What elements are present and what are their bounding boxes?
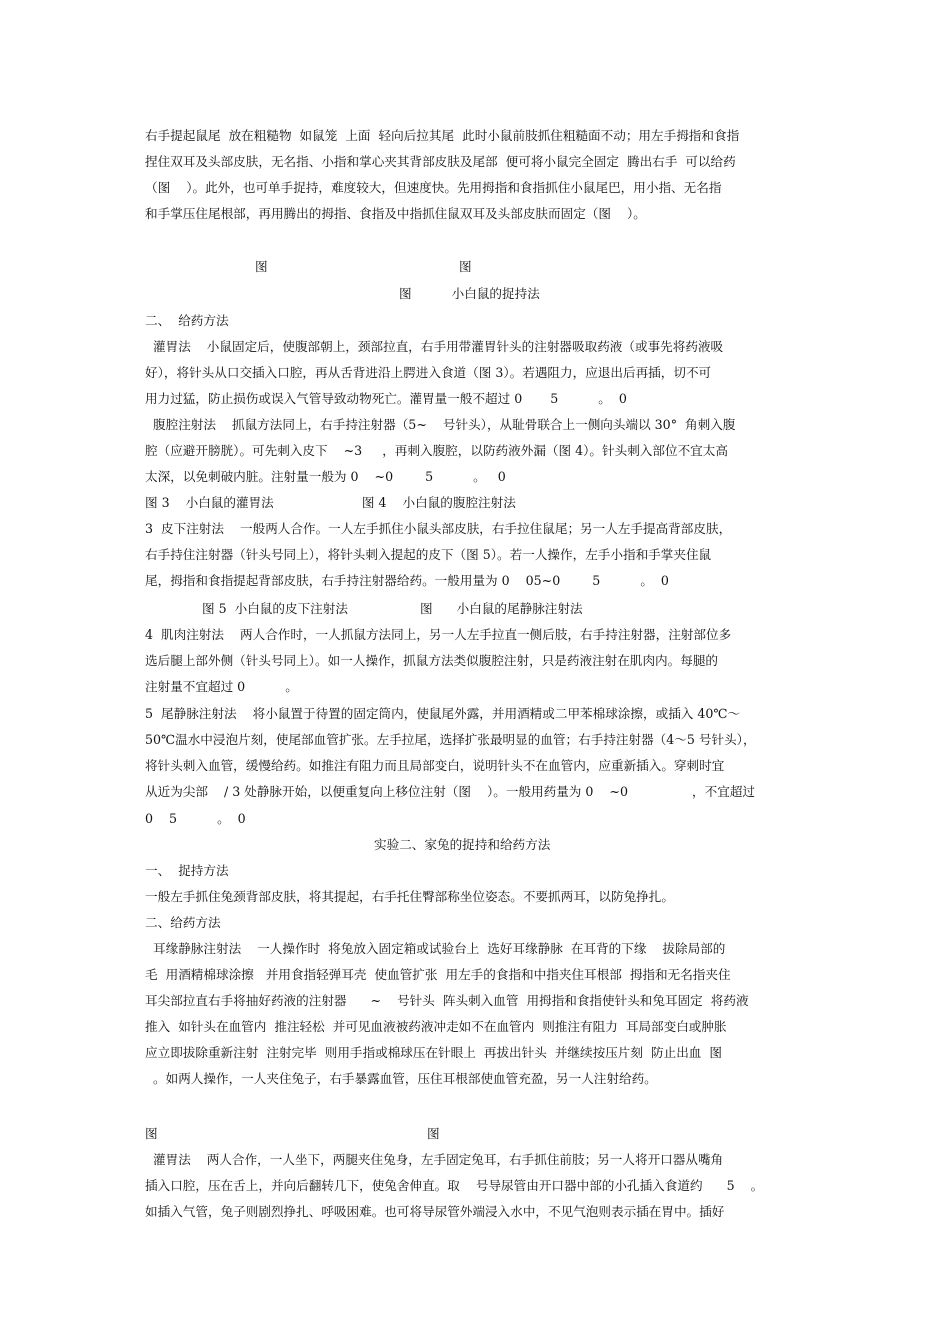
text-line: 灌胃法 两人合作，一人坐下，两腿夹住兔身，左手固定兔耳，右手抓住前肢；另一人将开口器从嘴角	[145, 1152, 724, 1167]
text-line: 50℃温水中浸泡片刻，使尾部血管扩张。左手拉尾，选择扩张最明显的血管；右手持注射器（4～5 号针头），	[145, 732, 756, 747]
text-line: 5 尾静脉注射法 将小鼠置于待置的固定筒内，使鼠尾外露，并用酒精或二甲苯棉球涂擦，或插入 40℃～	[145, 706, 741, 721]
text-line: 将针头刺入血管，缓慢给药。如推注有阻力而且局部变白，说明针头不在血管内，应重新插入。穿刺时宜	[145, 758, 725, 773]
text-line: 。如两人操作，一人夹住兔子，右手暴露血管，压住耳根部使血管充盈，另一人注射给药。	[145, 1071, 657, 1086]
figure-caption: 图	[255, 259, 268, 274]
text-line: 腹腔注射法 抓鼠方法同上，右手持注射器（5~ 号针头），从耻骨联合上一侧向头端以 30° 角刺入腹	[145, 417, 736, 432]
text-line: 3 皮下注射法 一般两人合作。一人左手抓住小鼠头部皮肤，右手拉住鼠尾；另一人左手提高背部皮肤，	[145, 521, 732, 536]
section-heading: 二、给药方法	[145, 915, 221, 930]
text-line: 耳尖部拉直右手将抽好药液的注射器 ~ 号针头 阵头刺入血管 用拇指和食指使针头和兔耳固定 将药液	[145, 993, 749, 1008]
figure-caption: 图 5 小白鼠的皮下注射法 图 小白鼠的尾静脉注射法	[202, 601, 583, 616]
figure-caption: 图 3 小白鼠的灌胃法 图 4 小白鼠的腹腔注射法	[145, 495, 516, 510]
text-line: 一般左手抓住兔颈背部皮肤，将其提起，右手托住臀部称坐位姿态。不要抓两耳，以防兔挣扎。	[145, 889, 674, 904]
text-line: 右手提起鼠尾 放在粗糙物 如鼠笼 上面 轻向后拉其尾 此时小鼠前肢抓住粗糙面不动；用左手拇指和食指	[145, 128, 740, 143]
text-line: 推入 如针头在血管内 推注轻松 并可见血液被药液冲走如不在血管内 则推注有阻力 耳局部变白或肿胀	[145, 1019, 727, 1034]
text-line: 好），将针头从口交插入口腔，再从舌背进沿上腭进入食道（图 3）。若遇阻力，应退出后再插，切不可	[145, 365, 712, 380]
text-line: 选后腿上部外侧（针头号同上）。如一人操作，抓鼠方法类似腹腔注射，只是药液注射在肌肉内。每腿的	[145, 653, 719, 668]
figure-caption: 图 小白鼠的捉持法	[399, 286, 540, 301]
text-line: 0 5 。 0	[145, 811, 246, 826]
text-line: 用力过猛，防止损伤或误入气管导致动物死亡。灌胃量一般不超过 0 5 。 0	[145, 391, 627, 406]
text-line: 右手持住注射器（针头号同上），将针头刺入提起的皮下（图 5）。若一人操作，左手小指和手掌夹住鼠	[145, 547, 712, 562]
text-line: 注射量不宜超过 0 。	[145, 679, 298, 694]
text-line: 太深，以免刺破内脏。注射量一般为 0 ~0 5 。 0	[145, 469, 506, 484]
section-heading: 二、 给药方法	[145, 313, 229, 328]
text-line: 插入口腔，压在舌上，并向后翻转几下，使兔舍伸直。取 号导尿管由开口器中部的小孔插入食道约 5 。	[145, 1178, 764, 1193]
text-line: 和手掌压住尾根部，再用腾出的拇指、食指及中指抓住鼠双耳及头部皮肤而固定（图 ）。	[145, 206, 646, 221]
figure-caption: 图	[459, 259, 472, 274]
text-line: 毛 用酒精棉球涂擦 并用食指轻弹耳壳 使血管扩张 用左手的食指和中指夹住耳根部 拇指和无名指夹住	[145, 967, 731, 982]
text-line: 从近为尖部 / 3 处静脉开始，以便重复向上移位注射（图 ）。一般用药量为 0 ~0 ，不宜超过	[145, 784, 756, 799]
text-line: 应立即拔除重新注射 注射完毕 则用手指或棉球压在针眼上 再拔出针头 并继续按压片刻 防止出血 图	[145, 1045, 722, 1060]
text-line: 如插入气管，兔子则剧烈挣扎、呼吸困难。也可将导尿管外端浸入水中，不见气泡则表示插在胃中。插好	[145, 1204, 725, 1219]
section-heading: 一、 捉持方法	[145, 863, 229, 878]
text-line: 耳缘静脉注射法 一人操作时 将兔放入固定箱或试验台上 选好耳缘静脉 在耳背的下缘 拔除局部的	[145, 941, 726, 956]
experiment-title: 实验二、家兔的捉持和给药方法	[374, 837, 551, 852]
text-line: 捏住双耳及头部皮肤，无名指、小指和掌心夹其背部皮肤及尾部 便可将小鼠完全固定 腾出右手 可以给药	[145, 154, 736, 169]
figure-caption: 图	[145, 1126, 158, 1141]
text-line: （图 ）。此外，也可单手捉持，难度较大，但速度快。先用拇指和食指抓住小鼠尾巴，用小指、无名指	[145, 180, 722, 195]
text-line: 灌胃法 小鼠固定后，使腹部朝上，颈部拉直，右手用带灌胃针头的注射器吸取药液（或事先将药液吸	[145, 339, 724, 354]
text-line: 腔（应避开膀胱）。可先刺入皮下 ~3 ，再刺入腹腔，以防药液外漏（图 4）。针头刺入部位不宜太高	[145, 443, 728, 458]
text-line: 4 肌肉注射法 两人合作时，一人抓鼠方法同上，另一人左手拉直一侧后肢，右手持注射器，注射部位多	[145, 627, 732, 642]
text-line: 尾，拇指和食指提起背部皮肤，右手持注射器给药。一般用量为 0 05~0 5 。 0	[145, 573, 669, 588]
figure-caption: 图	[427, 1126, 440, 1141]
